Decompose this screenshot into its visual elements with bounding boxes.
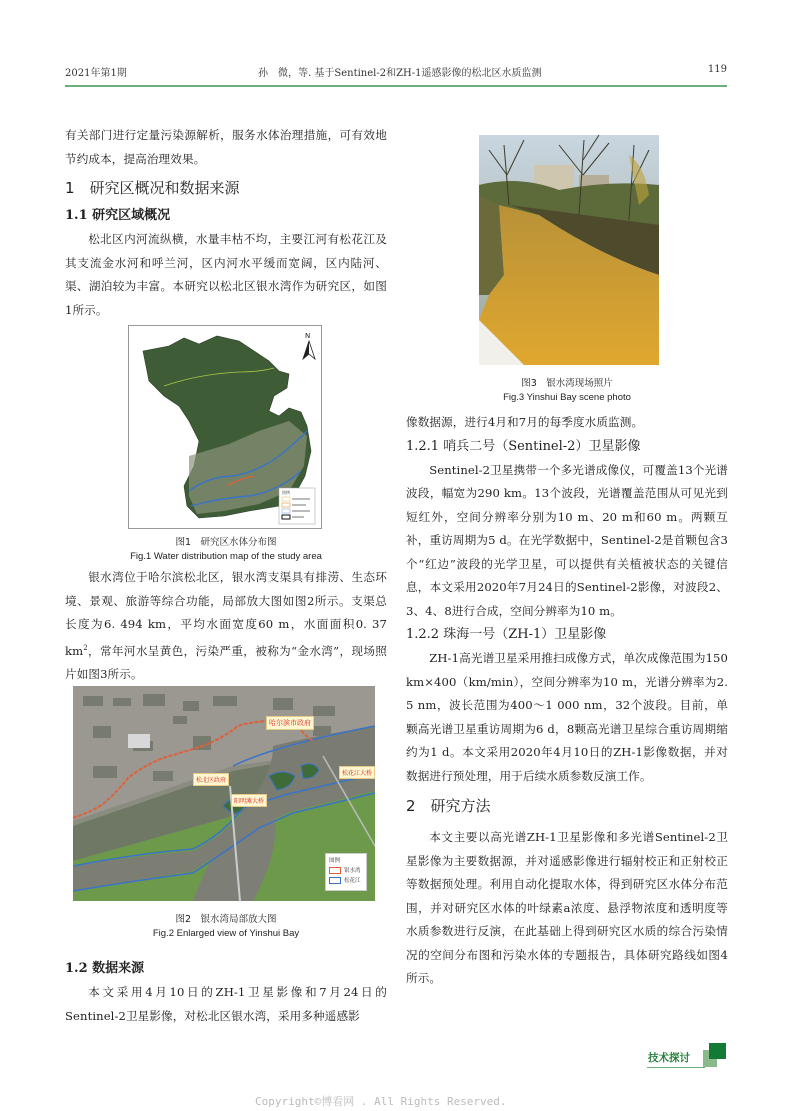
section-2-heading: 2 研究方法	[406, 797, 491, 815]
figure-3-caption-cn: 图3 银水湾现场照片	[521, 378, 613, 389]
figure-1-caption-en: Fig.1 Water distribution map of the study area	[130, 551, 322, 562]
figure-1-map	[128, 325, 322, 529]
legend-item-yinshui-bay	[329, 866, 363, 874]
page-number: 119	[707, 64, 727, 75]
left-column-top	[65, 124, 387, 322]
yinshui-description	[65, 566, 387, 686]
section-2-paragraph: 本文主要以高光谱ZH-1卫星影像和多光谱Sentinel-2卫星影像为主要数据源，并对遥感影像进行辐射校正和正射校正等数据预处理。利用自动化提取水体，得到研究区水体分布范围，并对研究区水体的叶绿素a浓度、悬浮物浓度和透明度等水质参数进行反演，在此基础上得到研究区水质的综合污染情况的空间分布图和污染水体的专题报告，具体研究路线如图4所示。	[406, 830, 728, 985]
right-column-text	[406, 411, 728, 991]
figure-2-legend-title: 图例	[329, 858, 341, 864]
legend-item-songhua-river	[329, 876, 363, 884]
label-songhuajiang-bridge: 松花江大桥	[339, 766, 375, 779]
legend-label: 松花江	[344, 878, 361, 884]
legend-swatch-blue	[329, 877, 341, 884]
legend-swatch-orange	[329, 867, 341, 874]
section-1-2	[65, 957, 387, 1028]
north-label: N	[305, 332, 311, 340]
section-1-2-paragraph: 本文采用4月10日的ZH-1卫星影像和7月24日的Sentinel-2卫星影像，对松北区银水湾，采用多种遥感影	[65, 985, 387, 1023]
running-title: 孙 微，等. 基于Sentinel-2和ZH-1遥感影像的松北区水质监测	[258, 68, 542, 79]
header-rule	[65, 85, 727, 87]
figure-2-caption-en: Fig.2 Enlarged view of Yinshui Bay	[152, 928, 300, 939]
legend-label: 银水湾	[344, 868, 361, 874]
figure-1-legend-title: 图例	[282, 490, 290, 495]
yinshui-paragraph-part-2: ，常年河水呈黄色，污染严重，被称为“金水湾”，现场照片如图3所示。	[65, 643, 387, 681]
figure-3-photo	[479, 135, 659, 365]
decorative-square-dark	[709, 1043, 726, 1059]
continuation-paragraph: 像数据源，进行4月和7月的每季度水质监测。	[406, 415, 644, 429]
yinshui-paragraph-part-1: 银水湾位于哈尔滨松北区，银水湾支渠具有排涝、生态环境、景观、旅游等综合功能，局部放大图如图2所示。支渠总长度为6. 494 km，平均水面宽度60 m，水面面积0. 37 km	[65, 570, 387, 658]
north-arrow-icon	[303, 341, 315, 359]
section-1-2-2-heading: 1.2.2 珠海一号（ZH-1）卫星影像	[406, 627, 607, 642]
section-1-1-paragraph: 松北区内河流纵横，水量丰枯不均，主要江河有松花江及其支流金水河和呼兰河，区内河水平缓而宽阔，区内陆河、渠、湖泊较为丰富。本研究以松北区银水湾作为研究区，如图1所示。	[65, 232, 387, 317]
figure-3-caption-en: Fig.3 Yinshui Bay scene photo	[503, 392, 631, 403]
section-1-2-2-paragraph: ZH-1高光谱卫星采用推扫成像方式，单次成像范围为150 km×400（km/min），空间分辨率为10 m，光谱分辨率为2. 5 nm，波长范围为400～1 000 nm，32个波段。目前，单颗高光谱卫星重访周期为6 d，8颗高光谱卫星综合重访周期缩约为1 d。本文采用2020年4月10日的ZH-1影像数据，并对数据进行预处理，用于后续水质参数反演工作。	[406, 651, 728, 783]
figure-2-caption-cn: 图2 银水湾局部放大图	[175, 914, 277, 925]
footer-rule	[647, 1067, 705, 1068]
section-1-2-heading: 1.2 数据来源	[65, 961, 145, 976]
figure-2-legend	[325, 853, 367, 891]
label-harbin-city-gov: 哈尔滨市政府	[266, 716, 314, 730]
section-1-heading: 1 研究区概况和数据来源	[65, 179, 240, 197]
section-1-2-1-paragraph: Sentinel-2卫星携带一个多光谱成像仪，可覆盖13个光谱波段，幅宽为290 km。13个波段，光谱覆盖范围从可见光到短红外，空间分辨率分别为10 m、20 m和60 m。两颗互补，重访周期为5 d。在光学数据中，Sentinel-2是首颗包含3个“红边”波段的光学卫星，可以提供有关植被状态的关键信息，本文采用2020年7月24日的Sentinel-2影像，对波段2、3、4、8进行合成，空间分辨率为10 m。	[406, 462, 728, 618]
figure-2-satellite-map	[73, 686, 375, 901]
section-tag: 技术探讨	[648, 1052, 690, 1064]
journal-issue: 2021年第1期	[65, 68, 127, 79]
copyright-notice: Copyright©博看网 . All Rights Reserved.	[255, 1095, 507, 1108]
figure-1-legend	[279, 488, 315, 524]
yinshui-paragraph	[65, 566, 387, 686]
label-yangmingtan-bridge: 阳明滩大桥	[231, 794, 267, 807]
km2-superscript: 2	[83, 643, 88, 652]
intro-paragraph: 有关部门进行定量污染源解析，服务水体治理措施，可有效地节约成本，提高治理效果。	[65, 128, 387, 166]
section-1-1-heading: 1.1 研究区域概况	[65, 208, 171, 223]
figure-1-caption-cn: 图1 研究区水体分布图	[175, 537, 277, 548]
section-1-2-1-heading: 1.2.1 哨兵二号（Sentinel-2）卫星影像	[406, 438, 641, 454]
label-songbei-district-gov: 松北区政府	[193, 773, 229, 786]
